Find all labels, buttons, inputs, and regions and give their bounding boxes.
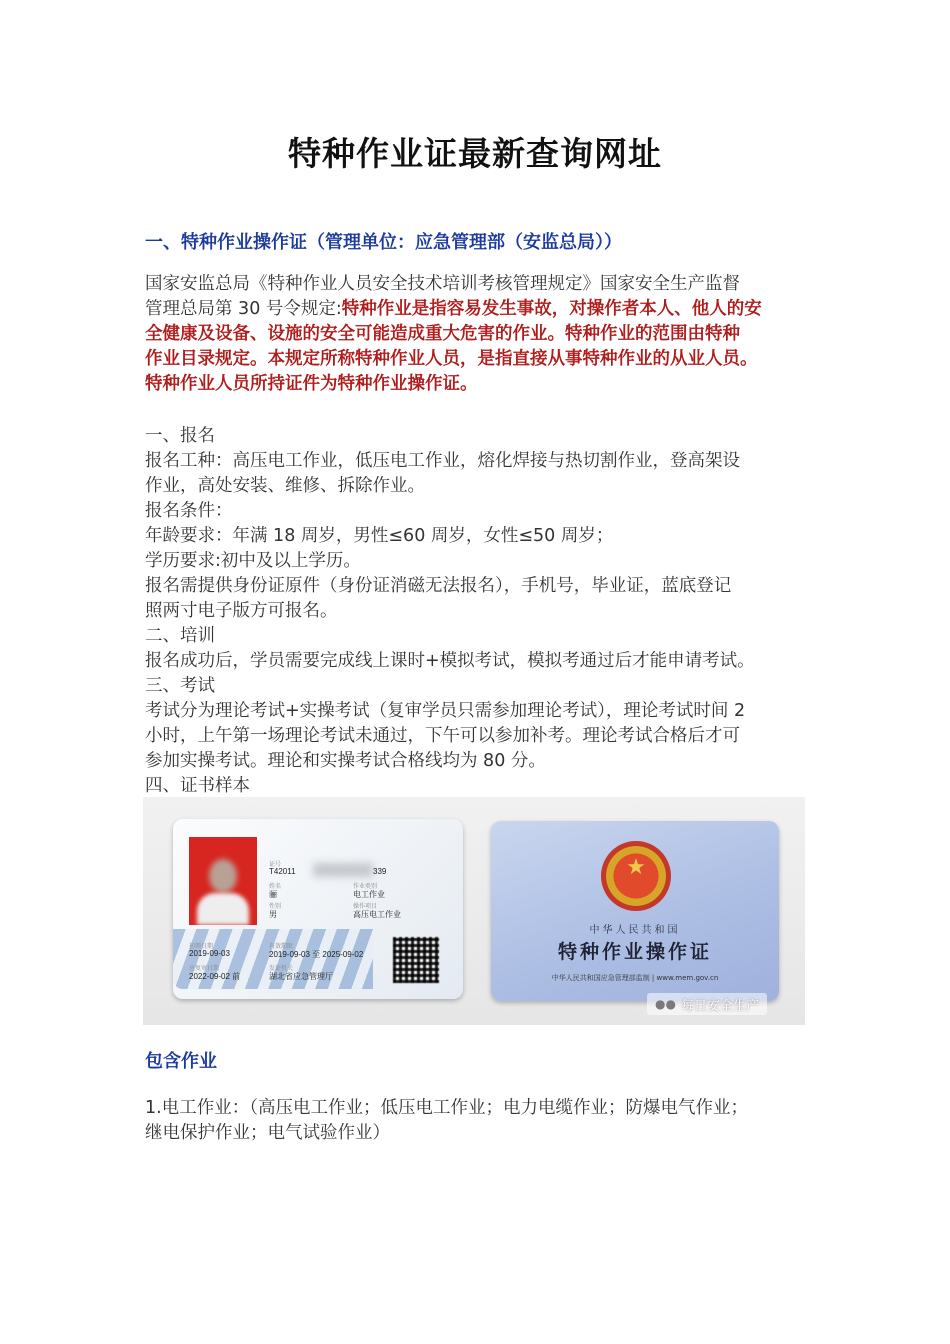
field-value: T42011 — [269, 867, 296, 876]
field-value: 男 — [269, 910, 277, 919]
highlight-text: 特种作业是指容易发生事故，对操作者本人、他人的安 — [341, 299, 762, 319]
info-line: 年龄要求：年满 18 周岁，男性≤60 周岁，女性≤50 周岁； — [145, 526, 614, 546]
intro-line: 国家安监总局《特种作业人员安全技术培训考核管理规定》国家安全生产监督 — [145, 274, 740, 294]
section-heading-included: 包含作业 — [145, 1051, 217, 1072]
national-emblem-icon — [601, 841, 671, 911]
certificate-card-front — [173, 819, 463, 999]
field-label: 初领日期 — [189, 943, 214, 950]
highlight-line: 全健康及设备、设施的安全可能造成重大危害的作业。特种作业的范围由特种 — [145, 324, 740, 344]
card-footer: 中华人民共和国应急管理部监制 | www.mem.gov.cn — [551, 974, 719, 982]
field-value: 2019-09-03 至 2025-09-02 — [269, 950, 364, 959]
field-label: 证号 — [269, 861, 282, 868]
info-line: 报名条件： — [145, 501, 233, 521]
info-line: 报名需提供身份证原件（身份证消磁无法报名），手机号，毕业证，蓝底登记 — [145, 576, 732, 596]
info-line: 一、报名 — [145, 426, 215, 446]
info-line: 报名成功后，学员需要完成线上课时+模拟考试，模拟考通过后才能申请考试。 — [145, 651, 755, 671]
field-label: 姓名 — [269, 883, 282, 890]
field-value: 电工作业 — [353, 890, 385, 899]
redacted-strip — [313, 863, 373, 877]
intro-text: 管理总局第 30 号令规定: — [145, 299, 342, 319]
page-title: 特种作业证最新查询网址 — [288, 134, 662, 173]
intro-line — [145, 297, 805, 322]
field-value: 339 — [373, 867, 387, 876]
blurred-face — [209, 859, 237, 893]
info-line: 参加实操考试。理论和实操考试合格线均为 80 分。 — [145, 751, 546, 771]
field-label: 操作项目 — [353, 903, 378, 910]
info-line: 学历要求:初中及以上学历。 — [145, 551, 361, 571]
field-value: 骊 — [269, 890, 277, 899]
wechat-icon: ●● — [655, 997, 676, 1011]
field-value: 2022-09-02 前 — [189, 972, 241, 981]
certificate-sample-image — [143, 797, 805, 1025]
info-line: 继电保护作业；电气试验作业） — [145, 1123, 390, 1143]
intro-paragraph — [145, 272, 805, 397]
section-heading-certificate: 一、特种作业操作证（管理单位：应急管理部（安监总局）） — [145, 232, 622, 253]
card-country: 中华人民共和国 — [589, 925, 681, 936]
field-label: 应复审日期 — [189, 965, 220, 972]
included-jobs — [145, 1096, 805, 1146]
watermark — [647, 993, 767, 1015]
info-line: 1.电工作业：（高压电工作业；低压电工作业；电力电缆作业；防爆电气作业； — [145, 1098, 748, 1118]
info-line: 照两寸电子版方可报名。 — [145, 601, 338, 621]
field-label: 有效期限 — [269, 943, 294, 950]
registration-info — [145, 424, 805, 799]
qr-code — [393, 937, 439, 983]
info-line: 四、证书样本 — [145, 776, 250, 796]
card-title: 特种作业操作证 — [557, 941, 712, 963]
field-label: 发证机关 — [269, 965, 294, 972]
field-label: 作业类别 — [353, 883, 378, 890]
watermark-text: 每日安全生产 — [680, 998, 759, 1014]
info-line: 作业，高处安装、维修、拆除作业。 — [145, 476, 425, 496]
certificate-card-back — [491, 821, 779, 1001]
info-line: 三、考试 — [145, 676, 215, 696]
field-label: 性别 — [269, 903, 282, 910]
info-line: 考试分为理论考试+实操考试（复审学员只需参加理论考试），理论考试时间 2 — [145, 701, 746, 721]
star-icon: ★ — [626, 855, 646, 880]
info-line: 小时，上午第一场理论考试未通过，下午可以参加补考。理论考试合格后才可 — [145, 726, 740, 746]
field-value: 湖北省应急管理厅 — [269, 972, 333, 981]
id-photo — [189, 837, 257, 925]
field-value: 高压电工作业 — [353, 910, 401, 919]
blurred-torso — [197, 893, 249, 925]
info-line: 报名工种：高压电工作业，低压电工作业，熔化焊接与热切割作业，登高架设 — [145, 451, 740, 471]
highlight-line: 作业目录规定。本规定所称特种作业人员，是指直接从事特种作业的从业人员。 — [145, 349, 758, 369]
info-line: 二、培训 — [145, 626, 215, 646]
field-value: 2019-09-03 — [189, 949, 230, 958]
highlight-line: 特种作业人员所持证件为特种作业操作证。 — [145, 374, 478, 394]
